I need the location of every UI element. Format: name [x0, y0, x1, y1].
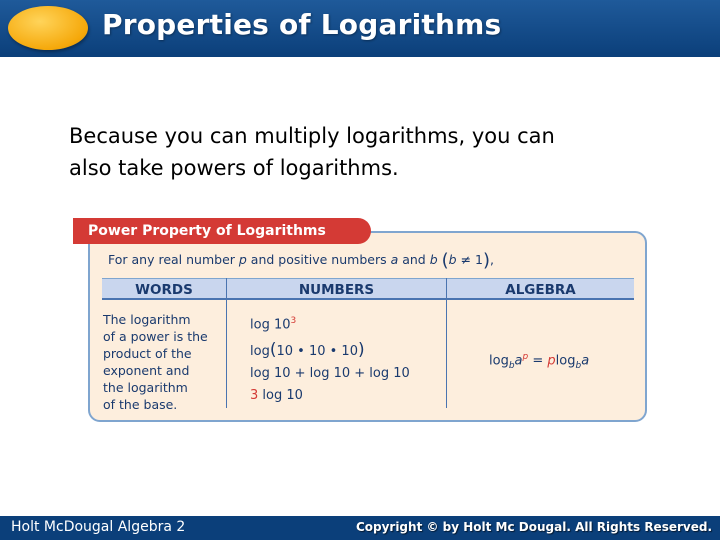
words-line: of a power is the [103, 329, 208, 344]
numbers-exponent: 3 [290, 316, 297, 326]
numbers-log: log 10 [250, 317, 291, 333]
footer-bar [0, 516, 720, 540]
header-bar [0, 0, 720, 57]
intro-line-1: Because you can multiply logarithms, you can [69, 124, 555, 148]
numbers-coefficient: 3 [250, 388, 259, 403]
property-title-tab: Power Property of Logarithms [73, 218, 371, 244]
numbers-log-rest: log 10 [258, 388, 303, 403]
algebra-base: b [508, 360, 515, 371]
rule-b2: b [448, 252, 457, 267]
numbers-log: log [250, 344, 270, 359]
words-line: the logarithm [103, 380, 188, 395]
algebra-a2: a [581, 353, 590, 369]
intro-paragraph [69, 120, 669, 184]
algebra-base2: b [575, 360, 582, 371]
column-header-words: WORDS [102, 278, 226, 300]
numbers-product: 10 • 10 • 10 [276, 344, 358, 359]
numbers-open-paren: ( [269, 340, 277, 360]
intro-line-2: also take powers of logarithms. [69, 156, 399, 180]
algebra-a: a [514, 353, 523, 369]
rule-and: and [398, 252, 430, 267]
footer-copyright: Copyright © by Holt Mc Dougal. All Rights Reserved. [355, 520, 712, 534]
numbers-line-4 [250, 388, 303, 403]
words-line: product of the [103, 346, 192, 361]
rule-b: b [429, 252, 438, 267]
property-rule [108, 250, 494, 271]
words-line: of the base. [103, 397, 178, 412]
column-header-algebra: ALGEBRA [447, 278, 634, 300]
rule-prefix: For any real number [108, 252, 239, 267]
algebra-equals: = [528, 353, 548, 369]
numbers-line-3: log 10 + log 10 + log 10 [250, 366, 410, 381]
rule-middle: and positive numbers [246, 252, 391, 267]
page-title: Properties of Logarithms [102, 8, 502, 41]
rule-ne: ≠ 1 [456, 252, 483, 267]
column-header-numbers: NUMBERS [227, 278, 446, 300]
rule-end: , [490, 252, 494, 267]
rule-a: a [390, 252, 399, 267]
algebra-log: log [489, 353, 509, 369]
column-divider [446, 278, 447, 408]
rule-p: p [238, 252, 247, 267]
column-divider [226, 278, 227, 408]
words-cell [103, 311, 223, 413]
algebra-exponent: p [522, 352, 529, 362]
algebra-coefficient: p [547, 353, 556, 369]
footer-book-title: Holt McDougal Algebra 2 [11, 519, 186, 535]
header-logo-oval [8, 6, 88, 50]
words-line: The logarithm [103, 312, 191, 327]
numbers-line-1 [250, 316, 296, 332]
algebra-formula [489, 352, 589, 371]
numbers-line-2 [250, 340, 365, 360]
words-line: exponent and [103, 363, 190, 378]
numbers-close-paren: ) [357, 340, 365, 360]
rule-close-paren: ) [482, 250, 491, 271]
rule-open-paren: ( [441, 250, 449, 271]
algebra-log2: log [555, 353, 576, 369]
